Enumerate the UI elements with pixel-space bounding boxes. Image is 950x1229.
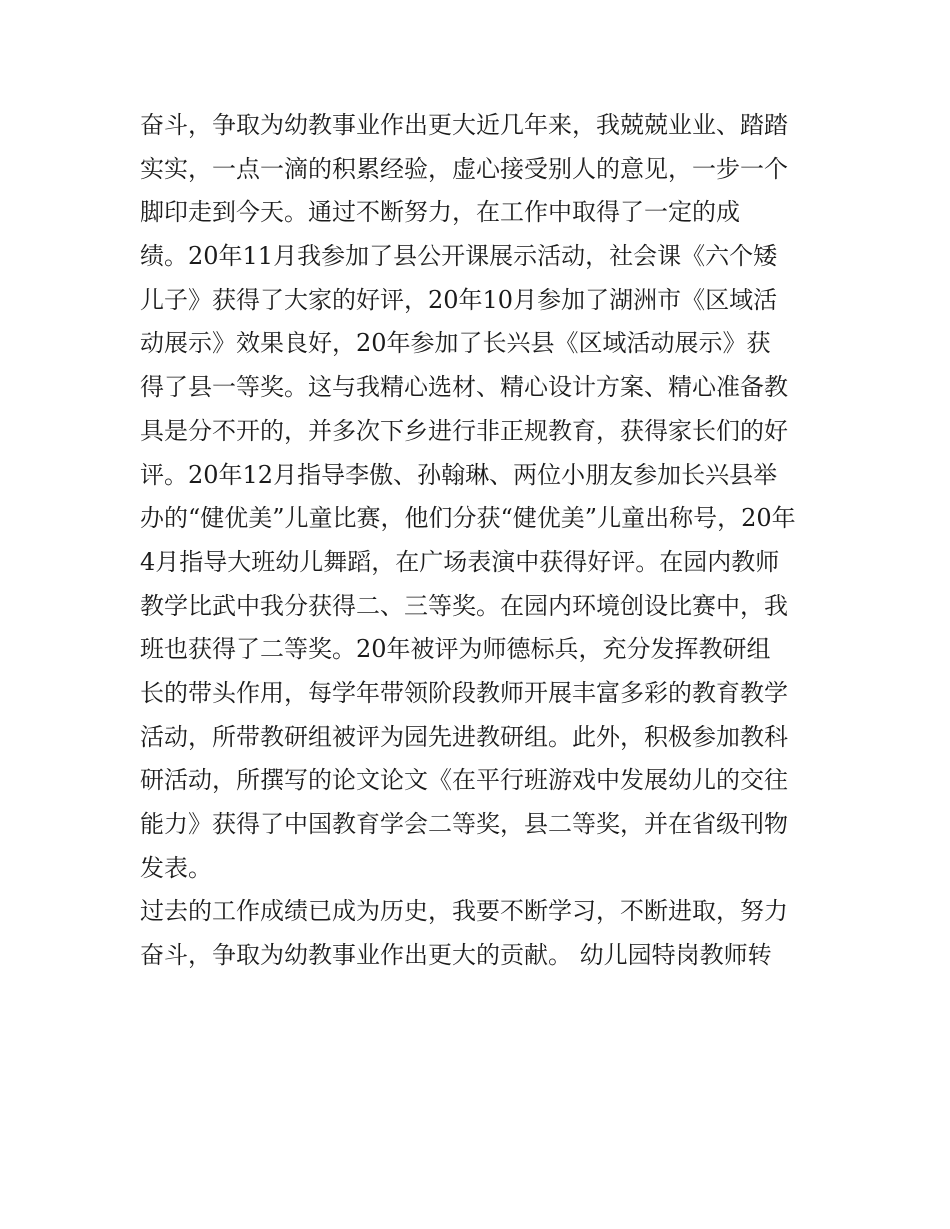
text-line: 过去的工作成绩已成为历史，我要不断学习，不断进取，努力 [140,897,788,926]
text-line: 能力》获得了中国教育学会二等奖，县二等奖，并在省级刊物 [140,810,788,838]
paragraph-achievements [140,104,812,890]
text-line: 研活动，所撰写的论文论文《在平行班游戏中发展幼儿的交往 [140,766,788,795]
text-line: 儿子》获得了大家的好评，20年10月参加了湖洲市《区域活 [140,285,778,314]
text-line: 班也获得了二等奖。20年被评为师德标兵，充分发挥教研组 [140,635,771,664]
paragraph-conclusion [140,890,812,977]
text-line: 发表。 [140,853,212,882]
text-line: 教学比武中我分获得二、三等奖。在园内环境创设比赛中，我 [140,591,788,620]
text-line: 评。20年12月指导李傲、孙翰琳、两位小朋友参加长兴县举 [140,460,778,489]
text-line: 脚印走到今天。通过不断努力，在工作中取得了一定的成 [140,198,740,227]
text-line: 奋斗，争取为幼教事业作出更大近几年来，我兢兢业业、踏踏 [140,111,788,139]
text-line: 长的带头作用，每学年带领阶段教师开展丰富多彩的教育教学 [140,678,788,707]
text-line: 活动，所带教研组被评为园先进教研组。此外，积极参加教科 [140,722,788,751]
text-line: 得了县一等奖。这与我精心选材、精心设计方案、精心准备教 [140,373,788,402]
text-line: 4月指导大班幼儿舞蹈，在广场表演中获得好评。在园内教师 [140,547,780,576]
text-line: 奋斗，争取为幼教事业作出更大的贡献。 幼儿园特岗教师转 [140,941,772,970]
text-line: 办的“健优美”儿童比赛，他们分获“健优美”儿童出称号，20年 [140,504,796,533]
document-body [140,104,812,978]
text-line: 具是分不开的，并多次下乡进行非正规教育，获得家长们的好 [140,416,788,445]
text-line: 实实，一点一滴的积累经验，虚心接受别人的意见，一步一个 [140,154,788,183]
text-line: 动展示》效果良好，20年参加了长兴县《区域活动展示》获 [140,329,771,358]
text-line: 绩。20年11月我参加了县公开课展示活动，社会课《六个矮 [140,242,778,271]
